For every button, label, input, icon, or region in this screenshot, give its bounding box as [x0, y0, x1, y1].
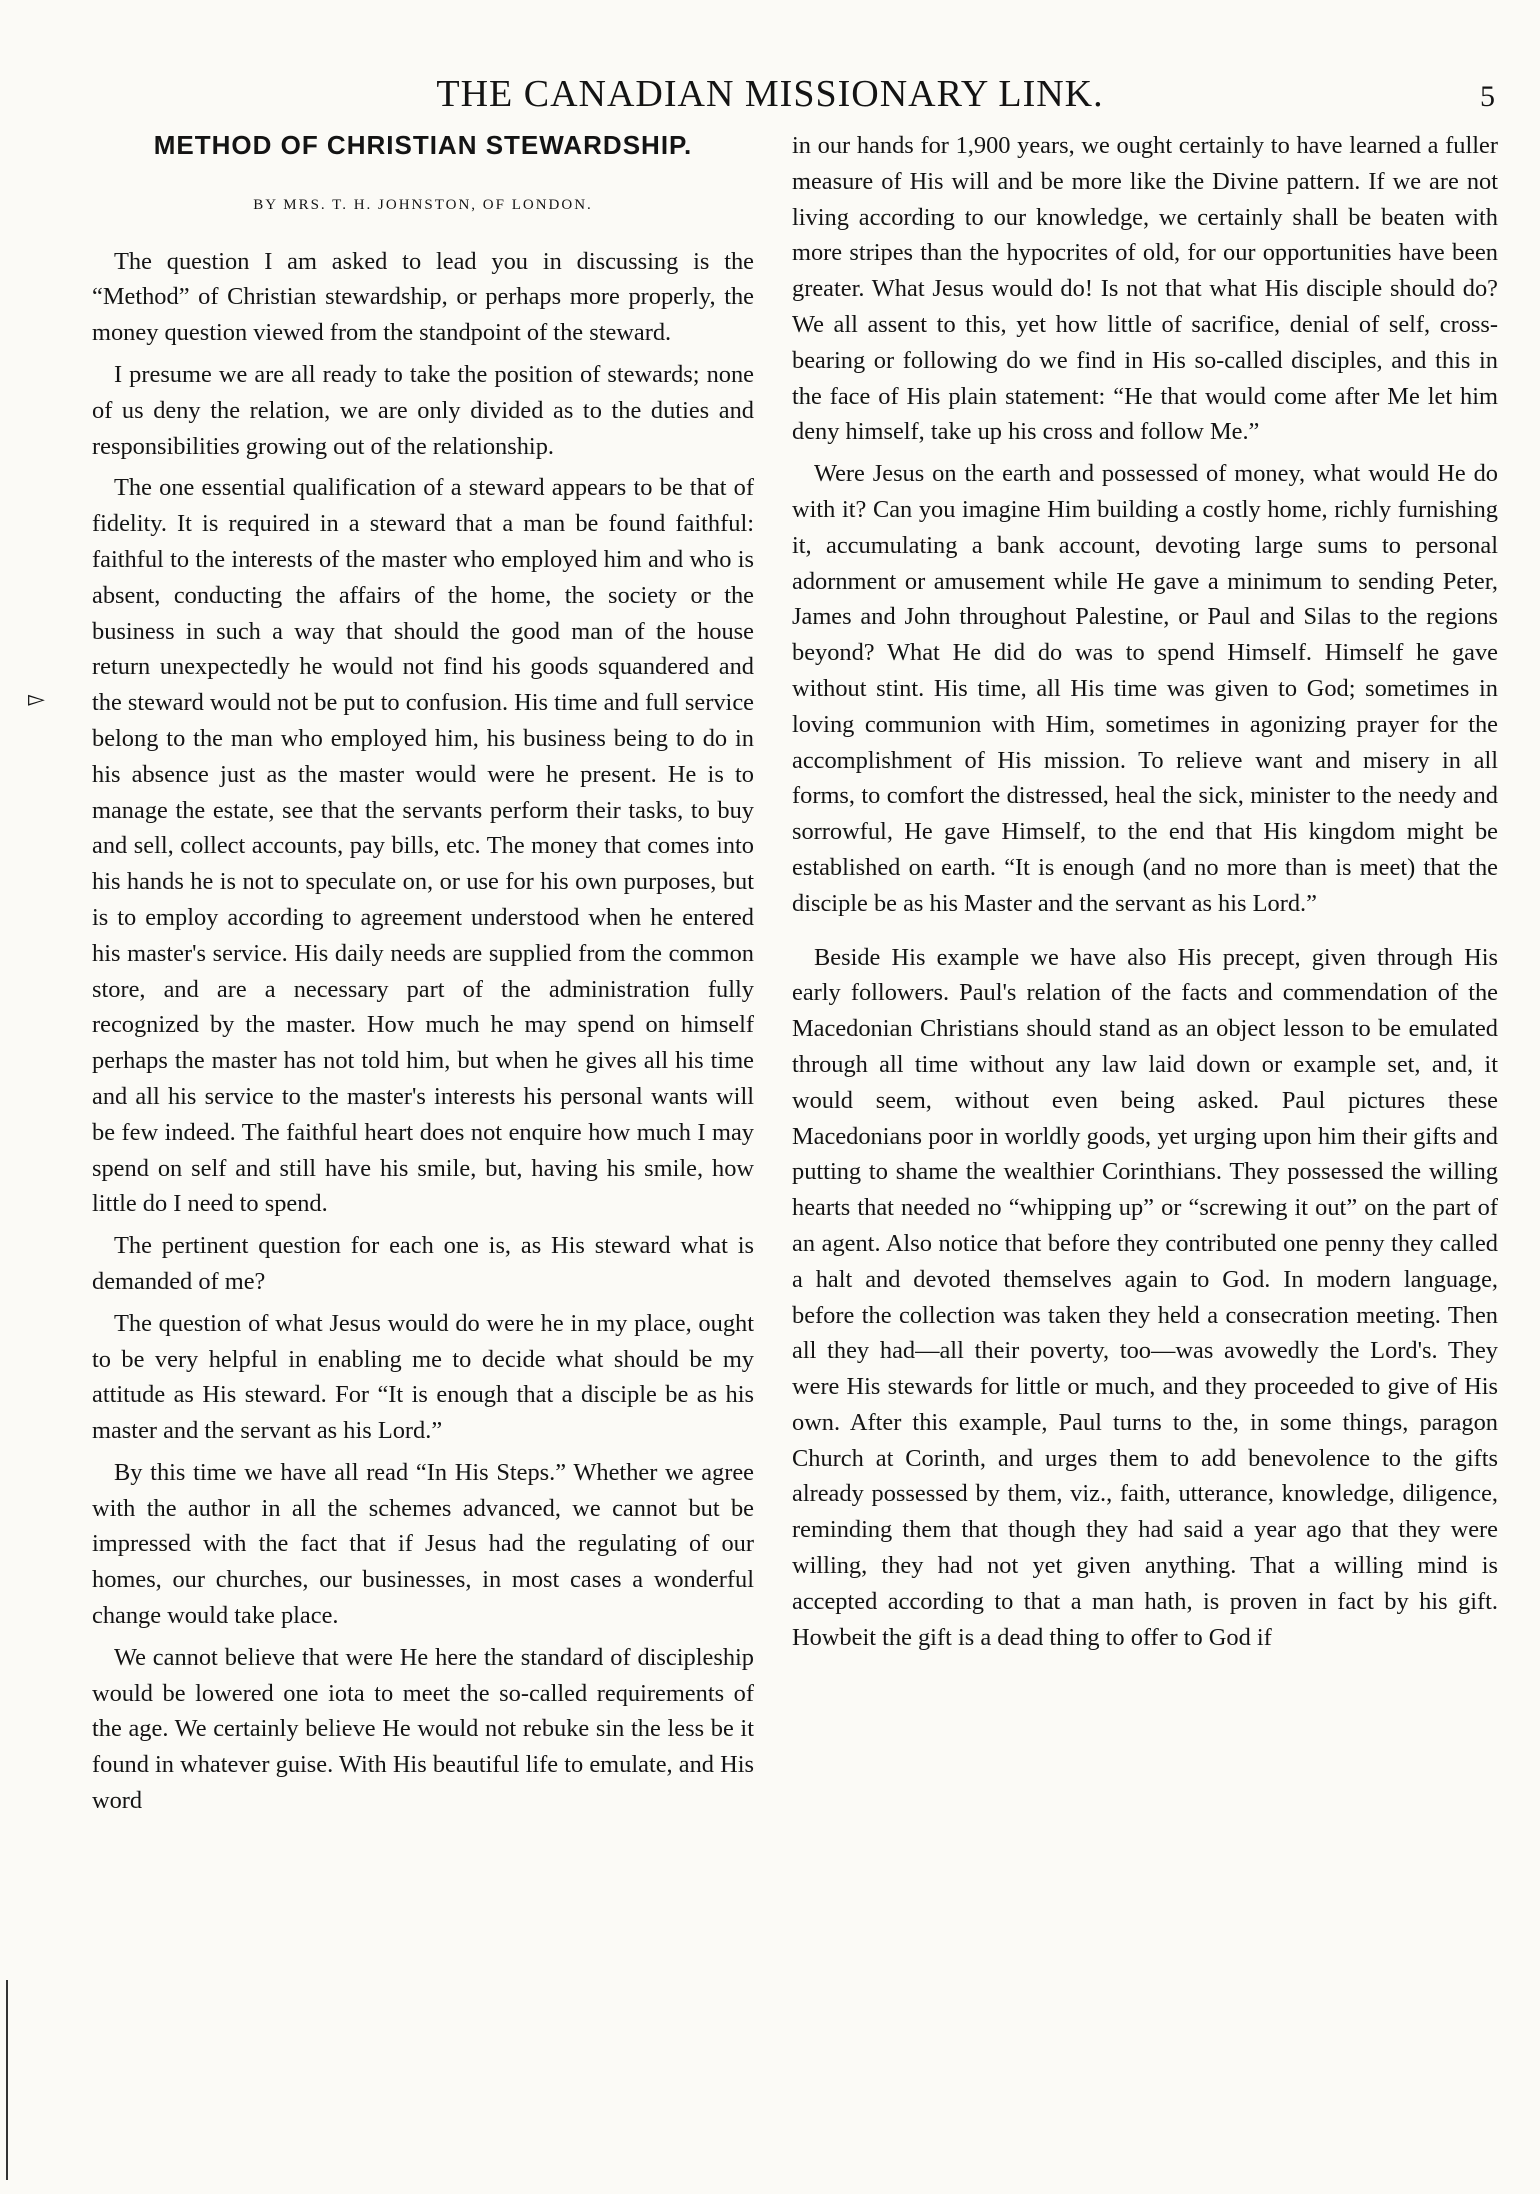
paragraph: We cannot believe that were He here the standard of discipleship would be lowered one iota to meet the so-called requirements of the age. We certainly believe He would not rebuke sin the less be it found in whatever guise. With His beautiful life to emulate, and His word: [92, 1643, 754, 1815]
paragraph: Were Jesus on the earth and possessed of money, what would He do with it? Can you imagine Him building a costly home, richly furnishing it, accumulating a bank account, devoting large sums to personal adornment or amusement while He gave a minimum to sending Peter, James and John throughout Palestine, or Paul and Silas to the regions beyond? What He did do was to spend Himself. Himself he gave without stint. His time, all His time was given to God; sometimes in loving communion with Him, sometimes in agonizing prayer for the accomplishment of His mission. To relieve want and misery in all forms, to comfort the distressed, heal the sick, minister to the needy and sorrowful, He gave Himself, to the end that His kingdom might be established on earth. “It is enough (and no more than is meet) that the disciple be as his Master and the servant as his Lord.”: [792, 460, 1498, 917]
paragraph: By this time we have all read “In His Steps.” Whether we agree with the author in all the schemes advanced, we cannot but be impressed with the fact that if Jesus had the regulating of our homes, our churches, our businesses, in most cases a wonderful change would take place.: [92, 1458, 754, 1630]
right-column: [792, 128, 1498, 2154]
paragraph: The question I am asked to lead you in discussing is the “Method” of Christian stewardship, or perhaps more properly, the money question viewed from the standpoint of the steward.: [92, 247, 754, 347]
paragraph: in our hands for 1,900 years, we ought certainly to have learned a fuller measure of His will and be more like the Divine pattern. If we are not living according to our knowledge, we certainly shall be beaten with more stripes than the hypocrites of old, for our opportunities have been greater. What Jesus would do! Is not that what His disciple should do? We all assent to this, yet how little of sacrifice, denial of self, cross-bearing or following do we find in His so-called disciples, and this in the face of His plain statement: “He that would come after Me let him deny himself, take up his cross and follow Me.”: [792, 132, 1498, 446]
paragraph: The one essential qualification of a steward appears to be that of fidelity. It is required in a steward that a man be found faithful: faithful to the interests of the master who employed him and who is absent, conducting the affairs of the home, the society or the business in such a way that should the good man of the house return unexpectedly he would not find his goods squandered and the steward would not be put to confusion. His time and full service belong to the man who employed him, his business being to do in his absence just as the master would were he present. He is to manage the estate, see that the servants perform their tasks, to buy and sell, collect accounts, pay bills, etc. The money that comes into his hands he is not to speculate on, or use for his own purposes, but is to employ according to agreement understood when he entered his master's service. His daily needs are supplied from the common store, and are a necessary part of the administration fully recognized by the master. How much he may spend on himself perhaps the master has not told him, but when he gives all his time and all his service to the master's interests his personal wants will be few indeed. The faithful heart does not enquire how much I may spend on self and still have his smile, but, having his smile, how little do I need to spend.: [92, 474, 754, 1218]
paragraph: The pertinent question for each one is, as His steward what is demanded of me?: [92, 1232, 754, 1295]
paragraph: The question of what Jesus would do were he in my place, ought to be very helpful in enabling me to decide what should be my attitude as His steward. For “It is enough that a disciple be as his master and the servant as his Lord.”: [92, 1309, 754, 1445]
article-title: METHOD OF CHRISTIAN STEWARDSHIP.: [153, 130, 693, 160]
paragraph: I presume we are all ready to take the position of stewards; none of us deny the relation, we are only divided as to the duties and responsibilities growing out of the relationship.: [92, 360, 754, 460]
margin-mark: ▻: [28, 686, 45, 711]
article-byline: BY MRS. T. H. JOHNSTON, OF LONDON.: [253, 196, 593, 213]
left-column: [92, 128, 754, 2154]
page-number: 5: [1480, 80, 1495, 113]
margin-rule: [6, 1980, 8, 2180]
running-title: THE CANADIAN MISSIONARY LINK.: [436, 73, 1104, 115]
paragraph: Beside His example we have also His precept, given through His early followers. Paul's relation of the facts and commendation of the Macedonian Christians should stand as an object lesson to be emulated through all time without any law laid down or example set, and, it would seem, without even being asked. Paul pictures these Macedonians poor in worldly goods, yet urging upon him their gifts and putting to shame the wealthier Corinthians. They possessed the willing hearts that needed no “whipping up” or “screwing it out” on the part of an agent. Also notice that before they contributed one penny they called a halt and devoted themselves again to God. In modern language, before the collection was taken they held a consecration meeting. Then all they had—all their poverty, too—was avowedly the Lord's. They were His stewards for little or much, and they proceeded to give of His own. After this example, Paul turns to the, in some things, paragon Church at Corinth, and urges them to add benevolence to the gifts already possessed by them, viz., faith, utterance, knowledge, diligence, reminding them that though they had said a year ago that they were willing, they had not yet given anything. That a willing mind is accepted according to that a man hath, is proven in fact by his gift. Howbeit the gift is a dead thing to offer to God if: [792, 943, 1498, 1651]
